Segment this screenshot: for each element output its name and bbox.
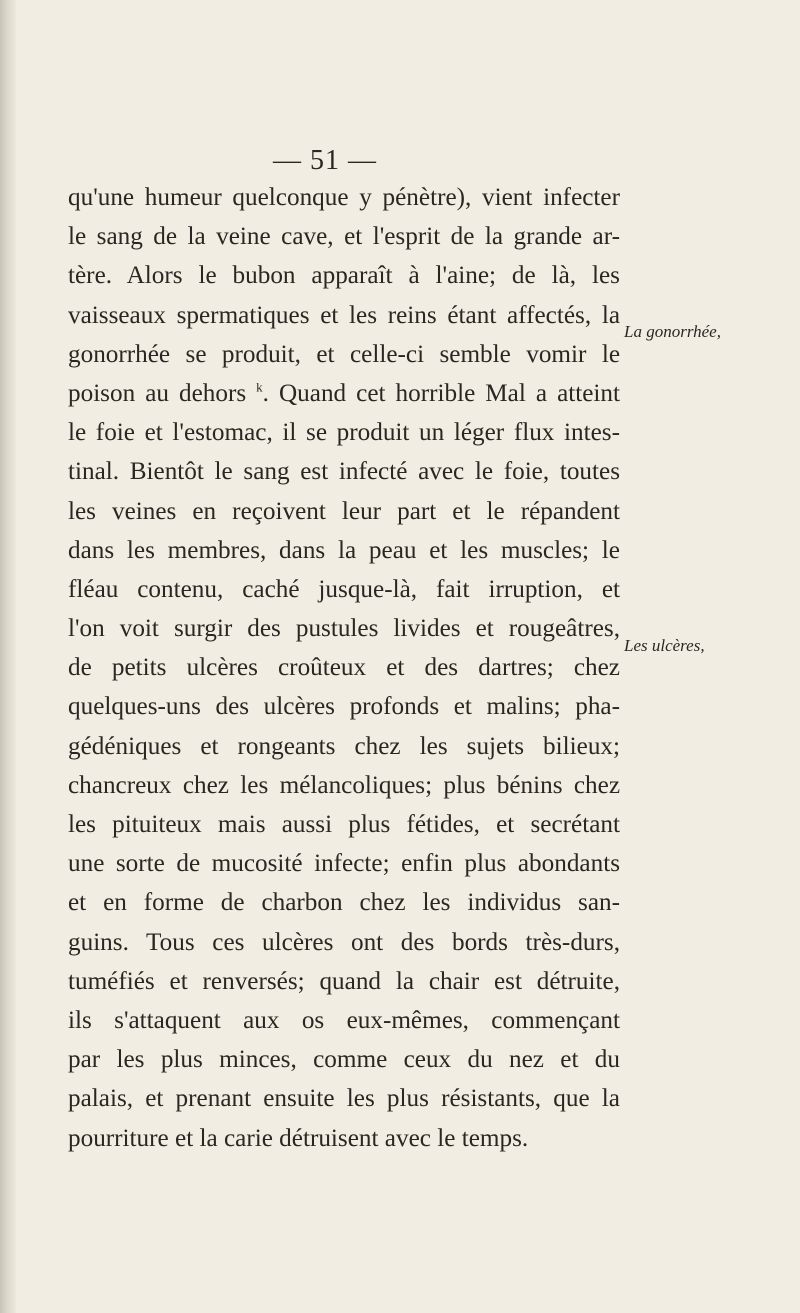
- text-line: gédéniques et rongeants chez les sujets bilieux;: [68, 732, 620, 760]
- text-line: vaisseaux spermatiques et les reins étant affectés, la: [68, 301, 620, 329]
- text-line: l'on voit surgir des pustules livides et rougeâtres,: [68, 615, 620, 643]
- text-line: une sorte de mucosité infecte; enfin plus abondants: [68, 850, 620, 878]
- text-line: de petits ulcères croûteux et des dartres; chez: [68, 654, 620, 682]
- text-line: tuméfiés et renversés; quand la chair est détruite,: [68, 967, 620, 995]
- text-line: et en forme de charbon chez les individus san-: [68, 889, 620, 917]
- book-spine-shadow: [0, 0, 16, 1313]
- text-line: fléau contenu, caché jusque-là, fait irruption, et: [68, 575, 620, 603]
- body-text: [68, 178, 620, 1158]
- text-line: par les plus minces, comme ceux du nez et du: [68, 1046, 620, 1074]
- page-number: — 51 —: [273, 145, 377, 176]
- text-line: les veines en reçoivent leur part et le répandent: [68, 497, 620, 525]
- text-line: palais, et prenant ensuite les plus résistants, que la: [68, 1085, 620, 1113]
- text-line: tinal. Bientôt le sang est infecté avec le foie, toutes: [68, 458, 620, 486]
- text-line: pourriture et la carie détruisent avec le temps.: [68, 1124, 529, 1152]
- text-line: quelques-uns des ulcères profonds et malins; pha-: [68, 693, 620, 721]
- footnote-mark[interactable]: k: [256, 379, 263, 395]
- text-line: guins. Tous ces ulcères ont des bords très-durs,: [68, 928, 620, 956]
- text-line: le sang de la veine cave, et l'esprit de la grande ar-: [68, 223, 620, 251]
- text-line: tère. Alors le bubon apparaît à l'aine; de là, les: [68, 262, 620, 290]
- margin-note-ulceres: Les ulcères,: [624, 636, 705, 655]
- text-line: les pituiteux mais aussi plus fétides, et secrétant: [68, 811, 620, 838]
- text-line: dans les membres, dans la peau et les muscles; le: [68, 536, 620, 564]
- text-line: qu'une humeur quelconque y pénètre), vient infecter: [68, 184, 620, 211]
- text-fragment: poison au dehors: [68, 379, 247, 407]
- text-line: gonorrhée se produit, et celle-ci semble vomir le: [68, 340, 620, 368]
- text-line: chancreux chez les mélancoliques; plus bénins chez: [68, 771, 620, 799]
- margin-note-gonorrhee: La gonorrhée,: [624, 322, 721, 341]
- text-line: le foie et l'estomac, il se produit un léger flux intes-: [68, 419, 620, 447]
- text-line-with-footnote: [68, 374, 620, 413]
- text-line: ils s'attaquent aux os eux-mêmes, commençant: [68, 1006, 620, 1034]
- text-fragment: . Quand cet horrible Mal a atteint: [262, 379, 621, 407]
